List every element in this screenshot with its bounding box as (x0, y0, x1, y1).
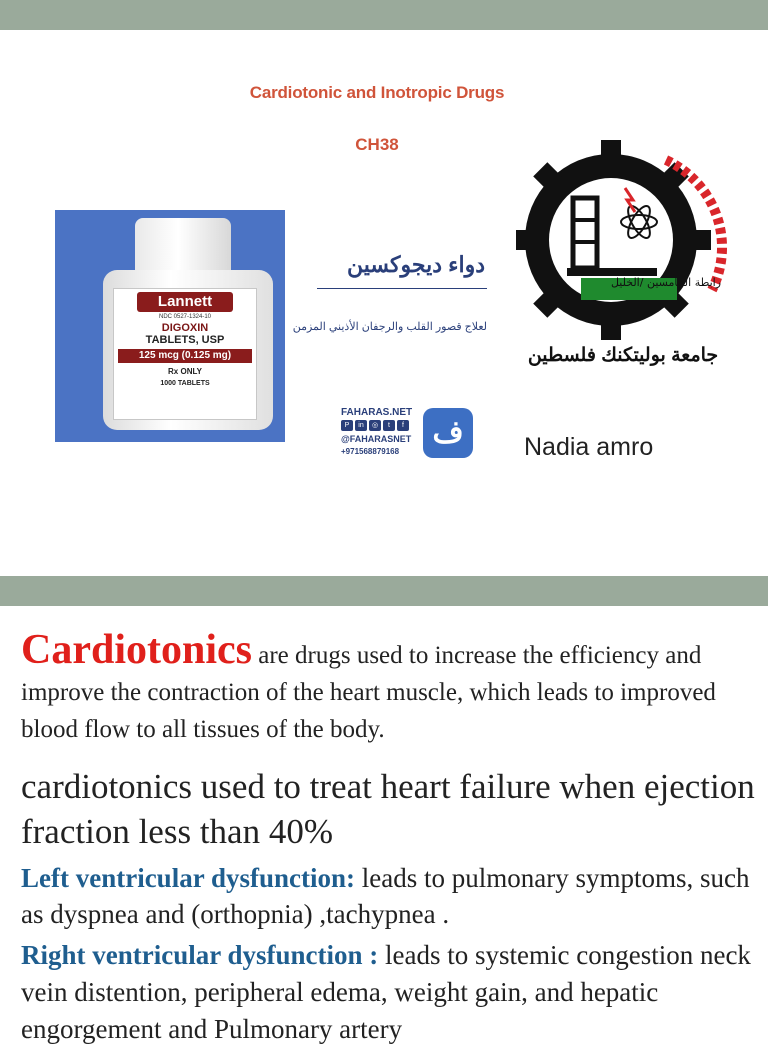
middle-band (0, 576, 768, 606)
bottle-drug: DIGOXIN (161, 322, 209, 334)
keyword-left-ventricular: Left ventricular dysfunction: (21, 863, 355, 893)
banner-arabic-title: دواء ديجوكسين (347, 252, 485, 277)
paragraph-right-ventricular (21, 937, 761, 1048)
university-name: جامعة بوليتكنك فلسطين (527, 345, 719, 366)
linkedin-icon: in (355, 420, 367, 431)
banner-site: FAHARAS.NET (341, 407, 413, 418)
paragraph-heart-failure: cardiotonics used to treat heart failure when ejection fraction less than 40% (21, 767, 755, 851)
pinterest-icon: P (341, 420, 353, 431)
digoxin-banner-image (25, 210, 488, 472)
twitter-icon: t (383, 420, 395, 431)
banner-arabic-subtitle: لعلاج قصور القلب والرجفان الأذيني المزمن (292, 321, 487, 333)
bottle-label (113, 288, 257, 420)
slide-chapter: CH38 (355, 135, 399, 154)
banner-social-icons (341, 420, 409, 431)
bottle-rx: Rx ONLY (168, 367, 202, 376)
svg-text:رابطة الخامسين /الخليل: رابطة الخامسين /الخليل (610, 276, 722, 289)
definition-text: are drugs used to increase the efficiency and improve the contraction of the heart muscle, which leads to improved blood flow to all tissues of the body. (21, 642, 716, 743)
university-logo-icon (516, 140, 738, 376)
facebook-icon: f (397, 420, 409, 431)
slide-title: Cardiotonic and Inotropic Drugs (249, 83, 505, 102)
banner-handle: @FAHARASNET (341, 434, 412, 444)
banner-phone: +971568879168 (341, 447, 400, 456)
paragraph-left-ventricular (21, 860, 761, 932)
right-ventricular-text: leads to systemic congestion neck vein distention, peripheral edema, weight gain, and hepatic engorgement and Pulmonary artery (21, 940, 751, 1044)
faharas-logo-icon: ف (423, 408, 473, 458)
left-ventricular-text: leads to pulmonary symptoms, such as dyspnea and (orthopnia) ,tachypnea . (21, 863, 750, 929)
bottle-ndc: NDC 0527-1324-10 (158, 314, 212, 320)
keyword-cardiotonics: Cardiotonics (21, 627, 252, 673)
top-band (0, 0, 768, 30)
banner-divider (317, 288, 487, 289)
author-name: Nadia amro (524, 433, 654, 461)
paragraph-cardiotonics-definition (21, 627, 761, 748)
bottle-brand: Lannett (137, 292, 233, 312)
bottle-form: TABLETS, USP (145, 334, 225, 346)
bottle-count: 1000 TABLETS (160, 380, 210, 387)
bottle-cap (135, 218, 231, 276)
bottle-dose: 125 mcg (0.125 mg) (118, 349, 252, 363)
keyword-right-ventricular: Right ventricular dysfunction : (21, 940, 379, 970)
instagram-icon: ◎ (369, 420, 381, 431)
